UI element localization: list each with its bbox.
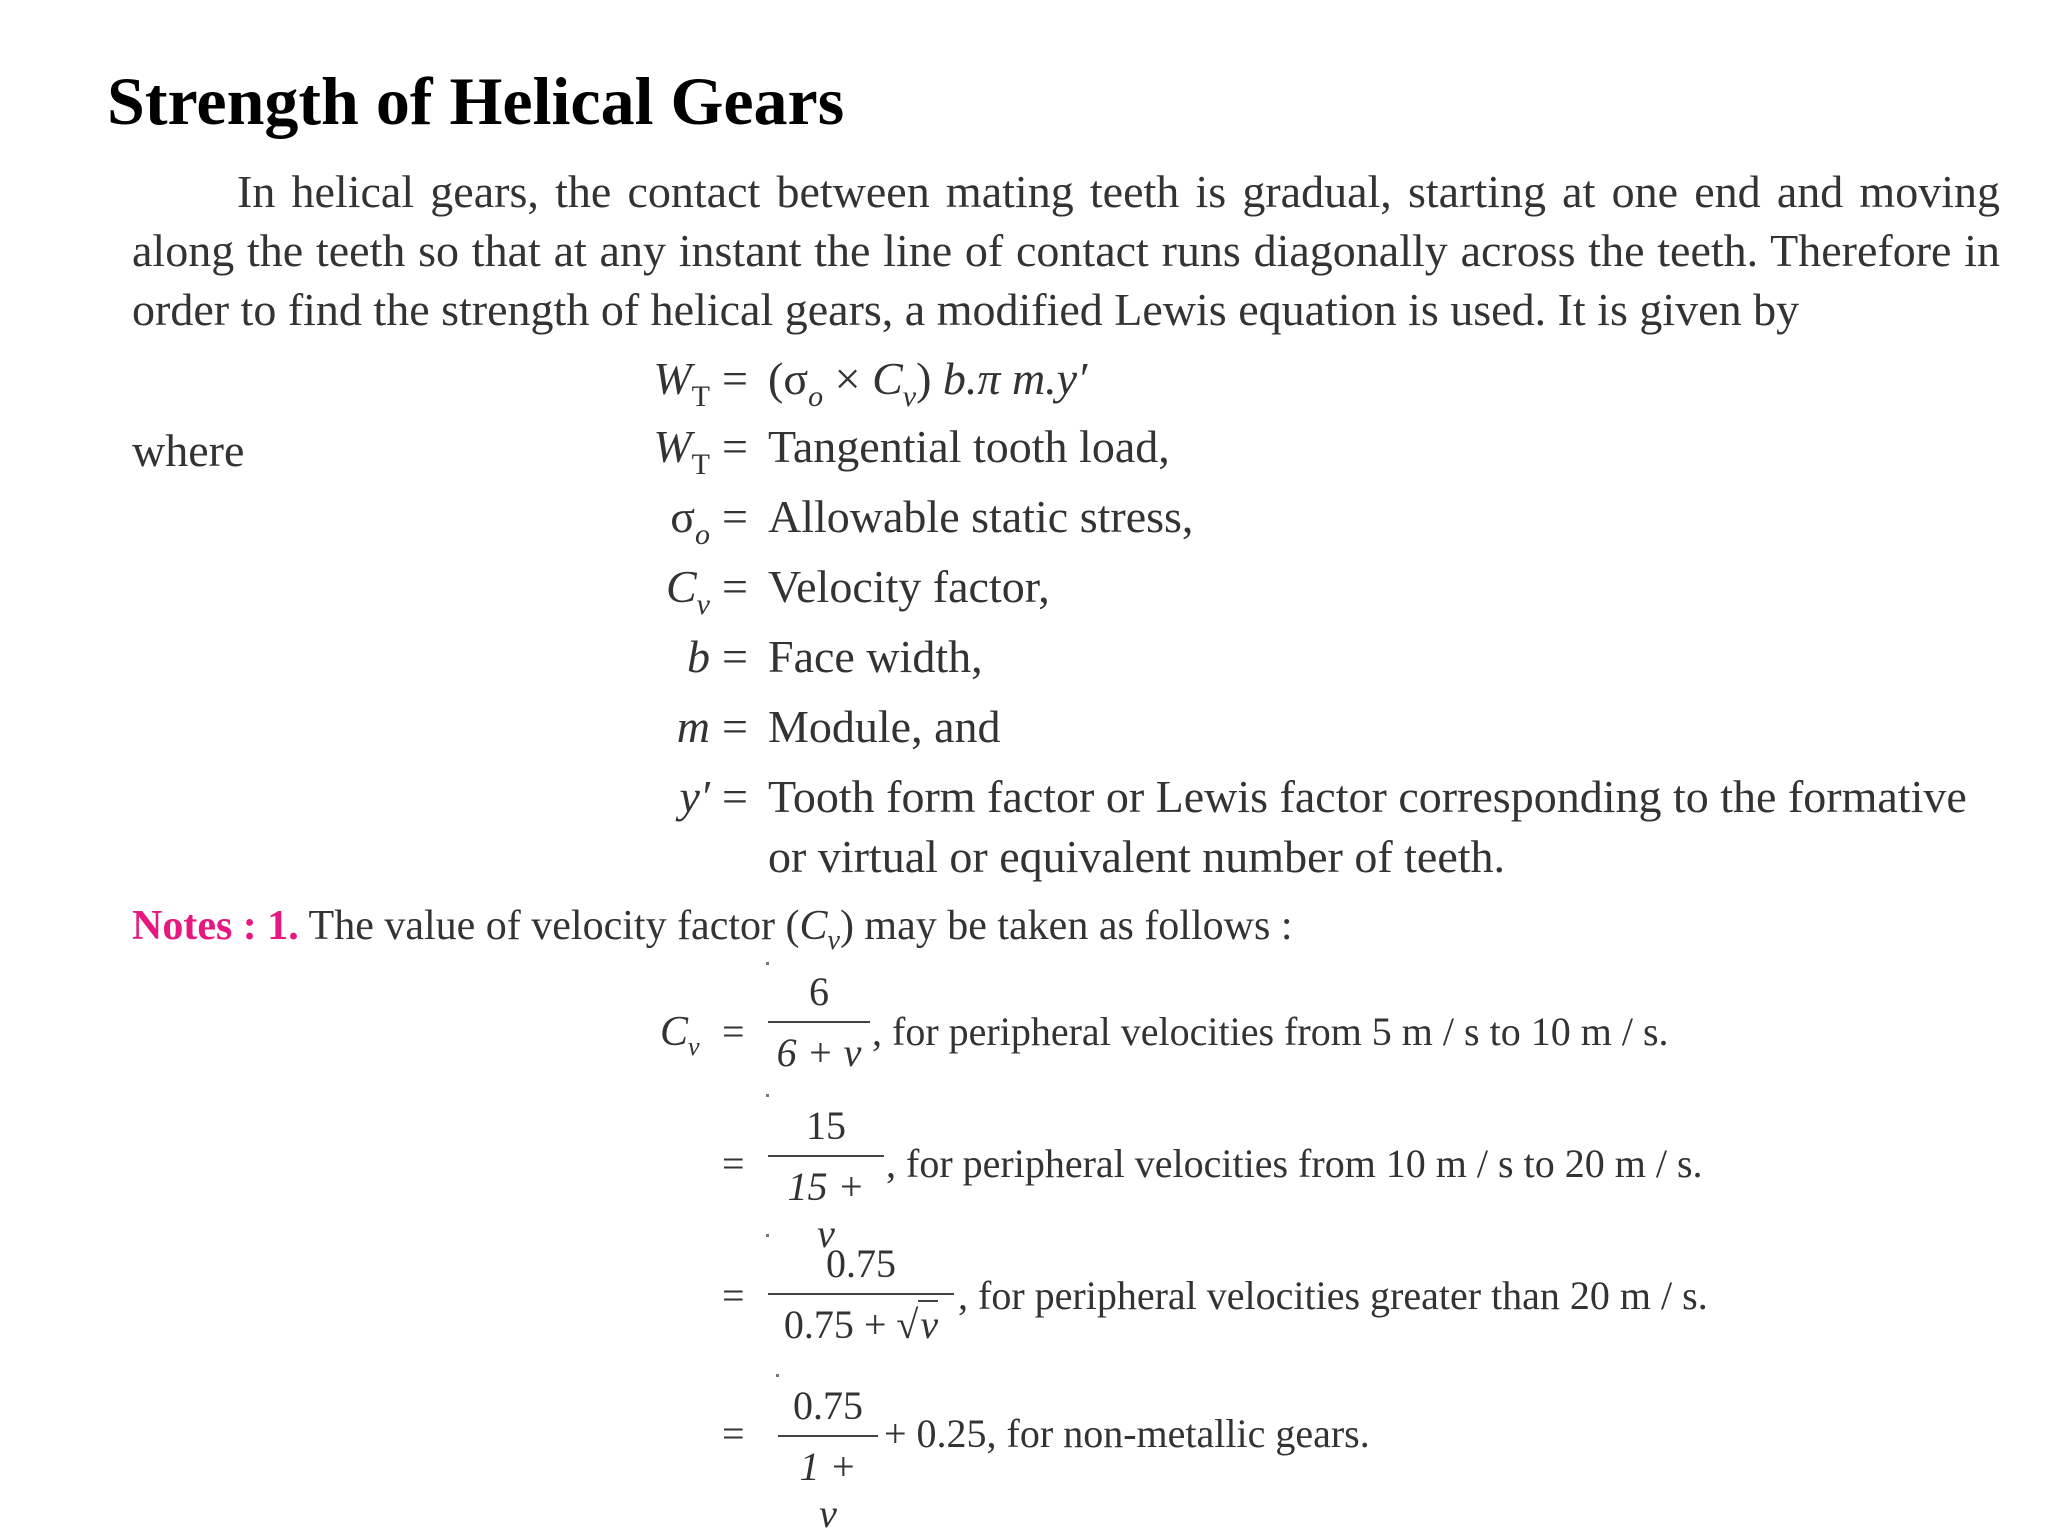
definition-equals: =: [722, 771, 748, 822]
formula-rest: b.π m.y′: [942, 353, 1088, 404]
where-label: where: [132, 425, 245, 476]
definition-meaning: Velocity factor,: [768, 561, 1050, 612]
fraction-numerator: 6: [809, 969, 829, 1014]
paragraph-line: order to find the strength of helical gears, a modified Lewis equation is used. It is given by: [132, 284, 1800, 335]
scan-artifact: [766, 1234, 769, 1237]
fraction-case-4: [778, 1382, 878, 1537]
notes-line: Notes : 1. The value of velocity factor $(C_v)$ may be taken as follows :: [132, 903, 1293, 956]
fraction-numerator: 15: [806, 1103, 846, 1148]
definition-meaning: Tooth form factor or Lewis factor corresponding to the formative: [768, 771, 1967, 822]
formula-rhs: $(\sigma_o \times C_v)$ b.π m.y′: [768, 353, 1088, 413]
definition-symbol: m: [676, 701, 710, 752]
fraction-case-1: [768, 968, 870, 1076]
definition-symbol: $C_v$: [665, 561, 710, 621]
scan-artifact: [776, 1374, 779, 1377]
fraction-numerator: 0.75: [826, 1241, 896, 1286]
definition-equals: =: [722, 701, 748, 752]
scan-artifact: [766, 1094, 769, 1097]
case-equals: =: [722, 1141, 745, 1186]
fraction-case-3: [768, 1240, 954, 1348]
formula-lhs: $W_T$: [653, 353, 710, 413]
case-condition: + 0.25, for non-metallic gears.: [884, 1411, 1370, 1456]
definition-equals: =: [722, 561, 748, 612]
definition-symbol: $W_T$: [653, 421, 710, 481]
paragraph-line: In helical gears, the contact between mating teeth is gradual, starting at one end and moving: [237, 166, 2000, 217]
definition-continuation: or virtual or equivalent number of teeth.: [768, 831, 1506, 882]
page-title: Strength of Helical Gears: [107, 63, 845, 139]
case-condition: , for peripheral velocities greater than 20 m / s.: [958, 1273, 1708, 1318]
scan-artifact: [766, 962, 769, 965]
notes-label: Notes : 1.: [132, 903, 299, 949]
definition-symbol: $\sigma_o$: [670, 491, 710, 551]
fraction-denominator: 0.75 + √v: [783, 1302, 939, 1347]
case-equals: =: [722, 1411, 745, 1456]
definition-symbol: b: [687, 631, 710, 682]
definition-meaning: Module, and: [768, 701, 1001, 752]
fraction-numerator: 0.75: [793, 1383, 863, 1428]
definition-equals: =: [722, 421, 748, 472]
definition-meaning: Allowable static stress,: [768, 491, 1194, 542]
case-equals: =: [722, 1009, 745, 1054]
case-condition: , for peripheral velocities from 10 m / s to 20 m / s.: [886, 1141, 1703, 1186]
formula-equals: =: [722, 353, 748, 404]
fraction-denominator: 1 + v: [799, 1444, 857, 1536]
definition-meaning: Tangential tooth load,: [768, 421, 1170, 472]
case-equals: =: [722, 1273, 745, 1318]
fraction-denominator: 15 + v: [787, 1164, 865, 1256]
fraction-denominator: 6 + v: [776, 1030, 862, 1075]
fraction-case-2: [768, 1102, 884, 1257]
paragraph-line: along the teeth so that at any instant the line of contact runs diagonally across the teeth. Therefore in: [132, 225, 2000, 276]
velocity-factor-lhs: $C_v$: [660, 1009, 700, 1061]
definition-symbol: y′: [679, 771, 710, 822]
definition-equals: =: [722, 631, 748, 682]
case-condition: , for peripheral velocities from 5 m / s to 10 m / s.: [872, 1009, 1669, 1054]
definition-equals: =: [722, 491, 748, 542]
intro-paragraph: [132, 162, 2000, 339]
definition-meaning: Face width,: [768, 631, 983, 682]
